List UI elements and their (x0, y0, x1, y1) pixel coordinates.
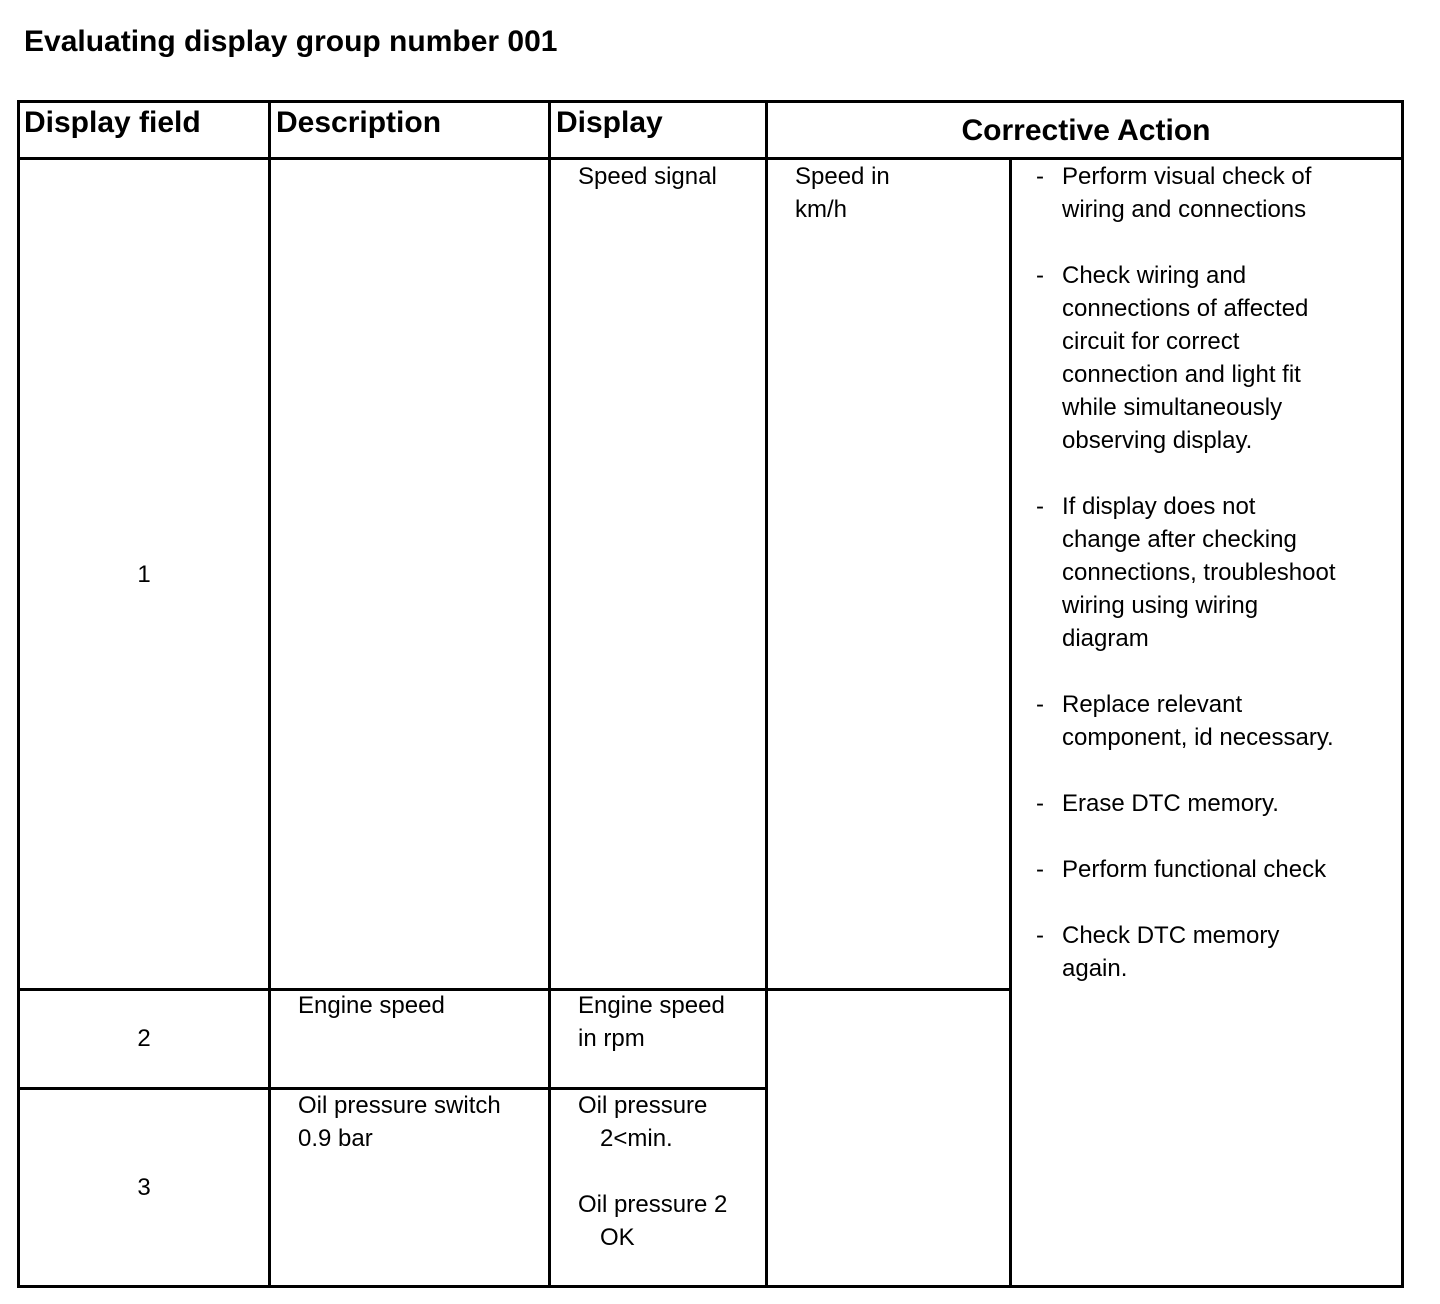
row-3-display-field: 3 (137, 1174, 151, 1201)
row-3-display-value-2-line-2: OK (600, 1224, 635, 1251)
action-2-line-4: connection and light fit (1062, 361, 1301, 388)
row-3-description (298, 1089, 501, 1155)
header-display-field: Display field (24, 106, 201, 139)
action-2-line-2: connections of affected (1062, 295, 1309, 322)
bullet-dash: - (1036, 163, 1044, 190)
row-1-specified (795, 160, 890, 226)
row-3-display (578, 1089, 727, 1254)
col-divider-3 (765, 100, 768, 1288)
corrective-action-item (1036, 259, 1386, 457)
row-1-display-field: 1 (137, 561, 151, 588)
action-6-line-1: Perform functional check (1062, 856, 1327, 883)
action-7-line-2: again. (1062, 955, 1128, 982)
action-3-line-3: connections, troubleshoot (1062, 559, 1336, 586)
action-3-line-5: diagram (1062, 625, 1149, 652)
row-3-display-value-2 (578, 1188, 727, 1254)
action-7-line-1: Check DTC memory (1062, 922, 1280, 949)
col-divider-4 (1009, 157, 1012, 1288)
table-border-left (17, 100, 20, 1288)
table-border-top (17, 100, 1404, 103)
bullet-dash: - (1036, 922, 1044, 949)
row-2-display (578, 989, 725, 1055)
table-border-bottom (17, 1285, 1404, 1288)
action-3-line-2: change after checking (1062, 526, 1297, 553)
col-divider-1 (268, 100, 271, 1288)
action-3-line-1: If display does not (1062, 493, 1256, 520)
bullet-dash: - (1036, 790, 1044, 817)
row-2-display-line-1: Engine speed (578, 992, 725, 1019)
corrective-action-item (1036, 919, 1386, 985)
row-1-display: Speed signal (578, 163, 717, 190)
action-2-line-5: while simultaneously (1062, 394, 1283, 421)
table-border-right (1401, 100, 1404, 1288)
row-3-display-value-1-line-2: 2<min. (600, 1125, 673, 1152)
action-2-line-6: observing display. (1062, 427, 1253, 454)
action-4-line-1: Replace relevant (1062, 691, 1243, 718)
corrective-action-item (1036, 688, 1386, 754)
row-2-display-field: 2 (137, 1025, 151, 1052)
action-3-line-4: wiring using wiring (1062, 592, 1259, 619)
page-title: Evaluating display group number 001 (24, 25, 558, 58)
row-2-description: Engine speed (298, 992, 445, 1019)
row-1-specified-line-1: Speed in (795, 163, 890, 190)
action-4-line-2: component, id necessary. (1062, 724, 1334, 751)
bullet-dash: - (1036, 691, 1044, 718)
action-1-line-2: wiring and connections (1062, 196, 1307, 223)
corrective-action-item (1036, 160, 1386, 226)
bullet-dash: - (1036, 856, 1044, 883)
row-3-display-value-1 (578, 1089, 727, 1155)
row-1-specified-line-2: km/h (795, 196, 848, 223)
corrective-action-item (1036, 787, 1386, 820)
row-2-display-line-2: in rpm (578, 1025, 645, 1052)
row-3-description-line-2: 0.9 bar (298, 1125, 373, 1152)
header-display: Display (556, 106, 663, 139)
action-2-line-1: Check wiring and (1062, 262, 1247, 289)
row-3-display-value-2-line-1: Oil pressure 2 (578, 1191, 728, 1218)
row-3-description-line-1: Oil pressure switch (298, 1092, 501, 1119)
header-corrective-action: Corrective Action (961, 114, 1211, 147)
corrective-action-item (1036, 490, 1386, 655)
action-2-line-3: circuit for correct (1062, 328, 1240, 355)
col-divider-2 (548, 100, 551, 1288)
bullet-dash: - (1036, 493, 1044, 520)
row-divider-1 (17, 988, 1012, 991)
action-1-line-1: Perform visual check of (1062, 163, 1312, 190)
bullet-dash: - (1036, 262, 1044, 289)
action-5-line-1: Erase DTC memory. (1062, 790, 1279, 817)
row-3-display-value-1-line-1: Oil pressure (578, 1092, 708, 1119)
corrective-action-list (1036, 160, 1386, 1018)
corrective-action-item (1036, 853, 1386, 886)
header-description: Description (276, 106, 442, 139)
